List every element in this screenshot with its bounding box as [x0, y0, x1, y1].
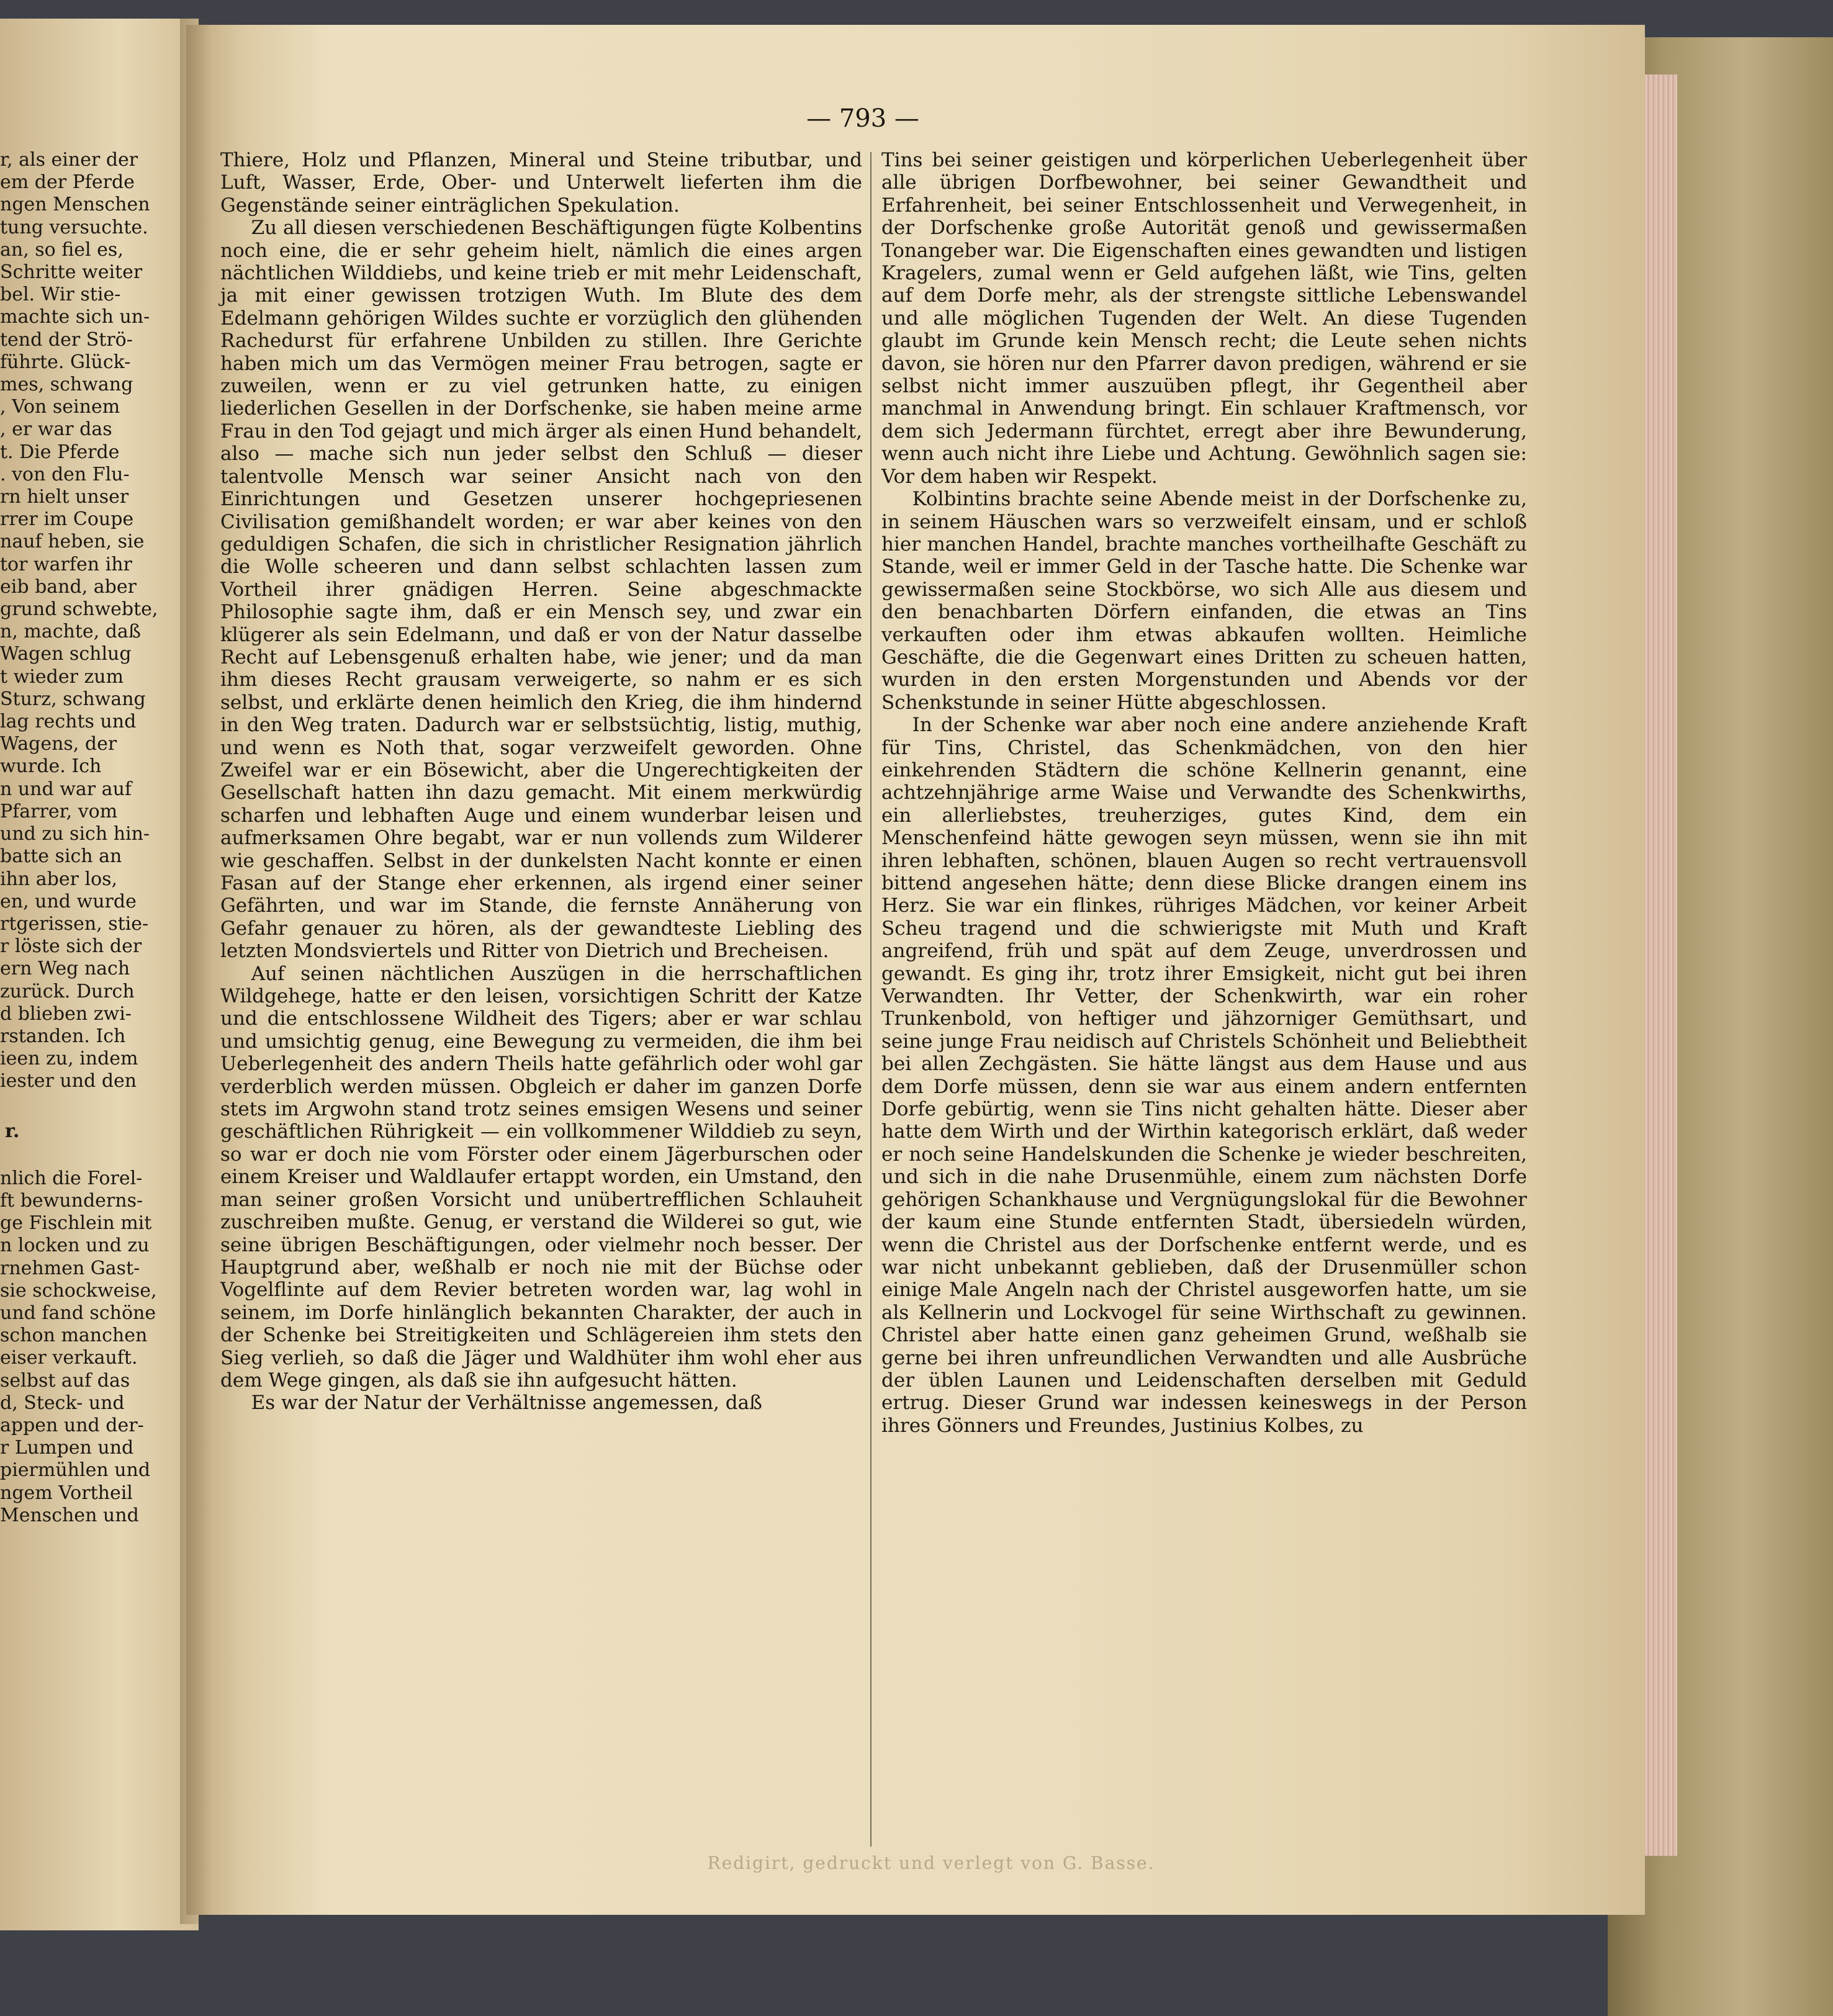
- stub-line: iester und den: [0, 1070, 137, 1092]
- paragraph: Thiere, Holz und Pflanzen, Mineral und Steine tributbar, und Luft, Wasser, Erde, Ober- und Unterwelt lieferten ihm die Gegenstände seiner einträglichen Spekulation.: [220, 149, 862, 217]
- stub-line: eib band, aber: [0, 575, 137, 598]
- stub-heading: r.: [5, 1120, 20, 1142]
- stub-line: ge Fischlein mit: [0, 1212, 152, 1235]
- stub-line: grund schwebte,: [0, 598, 158, 621]
- stub-line: machte sich un-: [0, 306, 150, 328]
- stub-line: rnehmen Gast-: [0, 1257, 140, 1279]
- stub-line: r Lumpen und: [0, 1437, 134, 1459]
- stub-line: zurück. Durch: [0, 980, 135, 1002]
- stub-line: batte sich an: [0, 845, 122, 868]
- stub-line: en, und wurde: [0, 890, 137, 912]
- stub-lines-top: [0, 149, 163, 1093]
- stub-line: tung versuchte.: [0, 216, 148, 238]
- right-text-column: [881, 149, 1527, 1437]
- stub-line: r, als einer der: [0, 149, 138, 171]
- stub-line: r löste sich der: [0, 935, 142, 958]
- stub-line: rtgerissen, stie-: [0, 912, 149, 935]
- stub-line: mes, schwang: [0, 374, 133, 396]
- stub-line: n, machte, daß: [0, 621, 141, 643]
- stub-line: Menschen und: [0, 1504, 139, 1526]
- stub-line: Pfarrer, vom: [0, 800, 118, 822]
- paragraph: Zu all diesen verschiedenen Beschäftigungen fügte Kolbentins noch eine, die er sehr geheim hielt, nämlich die eines argen nächtlichen Wilddiebs, und keine trieb er mit mehr Leidenschaft, ja mit einer gewissen trotzigen Wuth. Im Blute des dem Edelmann gehörigen Wildes suchte er vorzüglich den glühenden Rachedurst für erfahrene Unbilden zu stillen. Ihre Gerichte haben mich um das Vermögen meiner Frau betrogen, sagte er zuweilen, wenn er zu viel getrunken hatte, zu einigen liederlichen Gesellen in der Dorfschenke, sie haben meine arme Frau in den Tod gejagt und mich ärger als einen Hund behandelt, also — mache sich nun jeder selbst den Schluß — dieser talentvolle Mensch war seiner Ansicht nach von den Einrichtungen und Gesetzen unserer hochgepriesenen Civilisation gemißhandelt worden; er war aber keines von den geduldigen Schafen, die sich in christlicher Resignation jährlich die Wolle scheeren und dann selbst schlachten lassen zum Vortheil ihrer gnädigen Herren. Seine abgeschmackte Philosophie sagte ihm, daß er ein Mensch sey, und zwar ein klügerer als sein Edelmann, und daß er von der Natur dasselbe Recht auf Lebensgenuß erhalten habe, wie jener; und da man ihm dieses Recht grausam verweigerte, so nahm er es sich selbst, und erklärte denen heimlich den Krieg, die ihm hindernd in den Weg traten. Dadurch war er selbstsüchtig, listig, muthig, und wenn es Noth that, sogar verzweifelt geworden. Ohne Zweifel war er ein Bösewicht, aber die Ungerechtigkeiten der Gesellschaft hatten ihn dazu gemacht. Mit einem merkwürdig scharfen und lebhaften Auge und einem wunderbar leisen und aufmerksamen Ohre begabt, war er nun vollends zum Wilderer wie geschaffen. Selbst in der dunkelsten Nacht konnte er einen Fasan auf der Stange eher erkennen, als irgend einer seiner Gefährten, und war im Stande, die fernste Annäherung von Gefahr genauer zu hören, als der gewandteste Liebling des letzten Mondsviertels und Ritter von Dietrich und Brecheisen.: [220, 217, 862, 963]
- stub-line: ern Weg nach: [0, 958, 130, 980]
- page-number: — 793 —: [806, 104, 919, 133]
- stub-lines-bottom: [0, 1168, 163, 1527]
- paragraph: Es war der Natur der Verhältnisse angemessen, daß: [251, 1392, 762, 1415]
- stub-line: bel. Wir stie-: [0, 284, 121, 306]
- stub-line: wurde. Ich: [0, 755, 102, 778]
- stub-line: schon manchen: [0, 1325, 148, 1347]
- stub-line: tor warfen ihr: [0, 553, 132, 575]
- stub-line: sie schockweise,: [0, 1279, 157, 1302]
- stub-line: und zu sich hin-: [0, 823, 150, 845]
- paragraph: Auf seinen nächtlichen Auszügen in die herrschaftlichen Wildgehege, hatte er den leisen, vorsichtigen Schritt der Katze und die entschlossene Wildheit des Tigers; aber er war schlau und umsichtig genug, eine Bewegung zu vermeiden, die ihm bei Ueberlegenheit des andern Theils hatte gefährlich oder wohl gar verderblich werden müssen. Obgleich er daher im ganzen Dorfe stets im Argwohn stand trotz seines emsigen Wesens und seiner geschäftlichen Rührigkeit — ein vollkommener Wilddieb zu seyn, so war er doch nie vom Förster oder einem Jägerburschen oder einem Kreiser und Waldlaufer ertappt worden, ein Umstand, den man seiner großen Vorsicht und unübertrefflichen Schlauheit zuschreiben mußte. Genug, er verstand die Wilderei so gut, wie seine übrigen Beschäftigungen, oder vielmehr noch besser. Der Hauptgrund aber, weßhalb er noch nie mit der Büchse oder Vogelflinte auf dem Revier betreten worden war, lag wohl in seinem, im Dorfe hinlänglich bekannten Charakter, der auch in der Schenke bei Streitigkeiten und Schlägereien ihm stets den Sieg verlieh, so daß die Jäger und Waldhüter ihm wohl eher aus dem Wege gingen, als daß sie ihn aufgesucht hätten.: [220, 962, 862, 1392]
- stub-line: nauf heben, sie: [0, 531, 145, 553]
- stub-line: . von den Flu-: [0, 463, 130, 485]
- stub-line: Sturz, schwang: [0, 688, 146, 710]
- paragraph: Kolbintins brachte seine Abende meist in der Dorfschenke zu, in seinem Häuschen wars so verzweifelt einsam, und er schloß hier manchen Handel, brachte manches vortheilhafte Geschäft zu Stande, weil er immer Geld in der Tasche hatte. Die Schenke war gewissermaßen seine Stockbörse, wo sich Alle aus diesem und den benachbarten Dörfern einfanden, die etwas an Tins verkauften oder ihm etwas abkaufen wollten. Heimliche Geschäfte, die die Gegenwart eines Dritten zu scheuen hatten, wurden in den ersten Morgenstunden und Abends vor der Schenkstunde in seiner Hütte abgeschlossen.: [881, 488, 1527, 714]
- stub-line: Wagen schlug: [0, 643, 132, 665]
- stub-line: rn hielt unser: [0, 486, 129, 508]
- stub-line: Schritte weiter: [0, 261, 143, 284]
- stub-line: ihn aber los,: [0, 868, 118, 890]
- stub-line: tend der Strö-: [0, 328, 133, 351]
- stub-line: piermühlen und: [0, 1459, 151, 1482]
- stub-line: ngem Vortheil: [0, 1482, 133, 1504]
- stub-line: nlich die Forel-: [0, 1167, 143, 1189]
- stub-line: rstanden. Ich: [0, 1025, 126, 1047]
- stub-line: ieen zu, indem: [0, 1048, 138, 1070]
- stub-line: n locken und zu: [0, 1235, 150, 1257]
- stub-line: , Von seinem: [0, 396, 120, 418]
- stub-line: lag rechts und: [0, 711, 137, 733]
- stub-line: Wagens, der: [0, 733, 117, 755]
- stub-line: selbst auf das: [0, 1369, 130, 1392]
- stub-line: d, Steck- und: [0, 1392, 125, 1414]
- stub-line: und fand schöne: [0, 1302, 156, 1324]
- stub-line: em der Pferde: [0, 171, 135, 194]
- stub-line: appen und der-: [0, 1414, 144, 1436]
- stub-line: , er war das: [0, 418, 112, 441]
- stub-line: d blieben zwi-: [0, 1002, 132, 1025]
- stub-line: rrer im Coupe: [0, 508, 134, 531]
- book-gutter-shadow: [180, 19, 211, 1924]
- stub-line: ngen Menschen: [0, 194, 150, 216]
- bleed-through-imprint: Redigirt, gedruckt und verlegt von G. Basse.: [707, 1853, 1155, 1873]
- stub-line: ft bewunderns-: [0, 1189, 143, 1212]
- left-text-column: [220, 149, 862, 1415]
- stub-line: eiser verkauft.: [0, 1347, 138, 1369]
- stub-line: führte. Glück-: [0, 351, 131, 373]
- stub-line: t. Die Pferde: [0, 441, 120, 463]
- paragraph: Tins bei seiner geistigen und körperlichen Ueberlegenheit über alle übrigen Dorfbewohner, bei seiner Gewandtheit und Erfahrenheit, bei seiner Entschlossenheit und Verwegenheit, in der Dorfschenke große Autorität genoß und gewissermaßen Tonangeber war. Die Eigenschaften eines gewandten und listigen Kragelers, zumal wenn er Geld aufgehen läßt, wie Tins, gelten auf dem Dorfe mehr, als der strengste sittliche Lebenswandel und alle möglichen Tugenden der Welt. An diese Tugenden glaubt im Grunde kein Mensch recht; die Leute sehen nichts davon, sie hören nur den Pfarrer davon predigen, während er sie selbst nicht immer auszuüben pflegt, ihr Gegentheil aber manchmal in Anwendung bringt. Ein schlauer Kraftmensch, vor dem sich Jedermann fürchtet, erregt aber ihre Bewunderung, wenn auch nicht ihre Liebe und Achtung. Gewöhnlich sagen sie: Vor dem haben wir Respekt.: [881, 149, 1527, 488]
- stub-line: t wieder zum: [0, 665, 124, 688]
- stub-line: n und war auf: [0, 778, 132, 800]
- stub-line: an, so fiel es,: [0, 238, 124, 261]
- paragraph: In der Schenke war aber noch eine andere anziehende Kraft für Tins, Christel, das Schenkmädchen, von den hier einkehrenden Städtern die schöne Kellnerin genannt, eine achtzehnjährige arme Waise und Verwandte des Schenkwirths, ein allerliebstes, treuherziges, gutes Kind, dem ein Menschenfeind hätte gewogen seyn müssen, wenn sie ihn mit ihren lebhaften, schönen, blauen Augen so recht vertrauensvoll bittend angesehen hätte; denn diese Blicke drangen einem ins Herz. Sie war ein flinkes, rühriges Mädchen, vor keiner Arbeit Scheu tragend und die schwierigste mit Muth und Kraft angreifend, früh und spät auf dem Zeuge, unverdrossen und gewandt. Es ging ihr, trotz ihrer Emsigkeit, nicht gut bei ihren Verwandten. Ihr Vetter, der Schenkwirth, war ein roher Trunkenbold, von heftiger und jähzorniger Gemüthsart, und seine junge Frau neidisch auf Christels Schönheit und Beliebtheit bei allen Zechgästen. Sie hätte längst aus dem Hause und aus dem Dorfe müssen, denn sie war aus einem andern entfernten Dorfe gebürtig, wenn sie Tins nicht gehalten hätte. Dieser aber hatte dem Wirth und der Wirthin kategorisch erklärt, daß weder er noch seine Handelskunden die Schenke je wieder beschreiten, und sich in die nahe Drusenmühle, einem zum nächsten Dorfe gehörigen Schankhause und Vergnügungslokal für die Bewohner der kaum eine Stunde entfernten Stadt, übersiedeln würden, wenn die Christel aus der Dorfschenke entfernt werde, und es war nicht unbekannt geblieben, daß der Drusenmüller schon einige Male Angeln nach der Christel ausgeworfen hatte, um sie als Kellnerin und Lockvogel für seine Wirthschaft zu gewinnen. Christel aber hatte einen ganz geheimen Grund, weßhalb sie gerne bei ihren unfreundlichen Verwandten und alle Ausbrüche der üblen Launen und Leidenschaften derselben mit Geduld ertrug. Dieser Grund war indessen keineswegs in der Person ihres Gönners und Freundes, Justinius Kolbes, zu: [881, 714, 1527, 1437]
- left-page-column-fragment: [0, 149, 163, 1527]
- column-divider: [870, 152, 871, 1847]
